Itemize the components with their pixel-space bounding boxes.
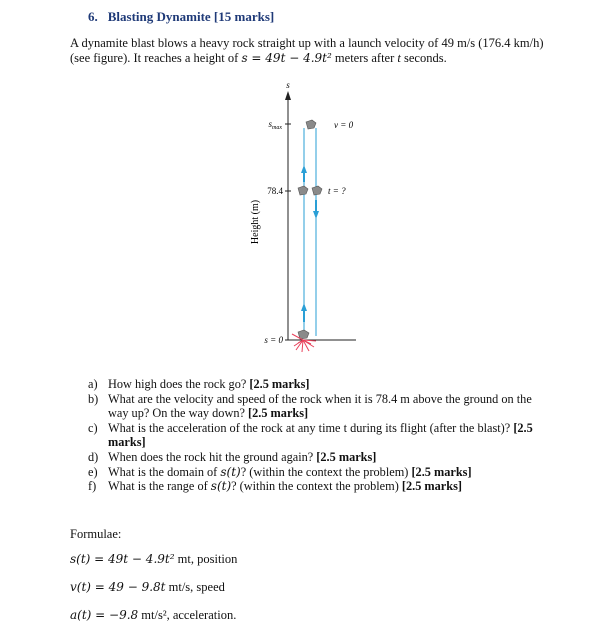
question-label: c) <box>88 420 98 435</box>
question-item <box>88 465 548 480</box>
question-text <box>108 450 548 465</box>
up-arrow-lower-icon <box>301 303 307 311</box>
question-c-marks-b: marks] <box>108 435 146 450</box>
question-d-marks: [2.5 marks] <box>316 449 377 464</box>
question-text <box>108 421 548 450</box>
formulae-title: Formulae: <box>70 527 122 541</box>
intro-text-a: (see figure). It reaches a height of <box>70 51 242 65</box>
rock-trajectory-figure <box>236 82 376 362</box>
question-f-pre: What is the range of <box>108 479 211 494</box>
height-784-label: 78.4 <box>267 186 283 196</box>
intro-text-c: seconds. <box>400 51 447 65</box>
problem-number: 6. <box>88 9 98 24</box>
question-item <box>88 479 548 494</box>
intro-line-1: A dynamite blast blows a heavy rock straight up with a launch velocity of 49 m/s (176.4 km/h) <box>70 36 544 50</box>
intro-line-2 <box>70 51 550 66</box>
question-label: d) <box>88 449 99 464</box>
smax-s: s <box>268 119 272 129</box>
question-label: f) <box>88 479 97 494</box>
down-arrow-icon <box>313 211 319 219</box>
question-label: e) <box>88 464 98 479</box>
formula-velocity-desc: mt/s, speed <box>165 580 225 594</box>
question-item <box>88 392 548 421</box>
formula-acceleration-eq: a(t) = −9.8 <box>70 608 139 622</box>
rock-up-icon <box>298 186 308 195</box>
question-f-post: ? (within the context the problem) <box>231 479 402 494</box>
question-a-marks: [2.5 marks] <box>249 377 310 391</box>
question-item <box>88 421 548 450</box>
rock-top-icon <box>306 120 316 129</box>
intro-text-b: meters after <box>331 51 398 65</box>
question-e-pre: What is the domain of <box>108 464 221 479</box>
formula-position <box>70 552 237 567</box>
question-label: b) <box>88 391 99 406</box>
smax-sub: max <box>272 125 282 131</box>
question-list <box>88 377 548 494</box>
question-e-fn: s(t) <box>220 464 241 479</box>
question-c-text: What is the acceleration of the rock at any time t during its flight (after the blast)? <box>108 420 514 435</box>
intro-equation: s = 49t − 4.9t² <box>241 51 332 65</box>
question-text <box>108 479 548 494</box>
question-f-fn: s(t) <box>210 479 232 494</box>
problem-heading <box>88 9 274 25</box>
question-d-text: When does the rock hit the ground again? <box>108 449 317 464</box>
question-text <box>108 465 548 480</box>
question-a-text: How high does the rock go? <box>108 377 250 391</box>
formula-acceleration-desc: mt/s², acceleration. <box>138 608 237 622</box>
formula-acceleration <box>70 608 236 623</box>
rock-down-icon <box>312 186 322 195</box>
question-b-text-1: What are the velocity and speed of the rock when it is 78.4 m above the ground on the <box>108 391 532 406</box>
height-axis-label: Height (m) <box>250 199 261 245</box>
formula-position-desc: mt, position <box>174 552 238 566</box>
time-unknown-label: t = ? <box>328 186 346 196</box>
velocity-zero-label: v = 0 <box>334 120 354 130</box>
question-e-post: ? (within the context the problem) <box>240 464 412 479</box>
question-f-marks: [2.5 marks] <box>401 479 462 494</box>
problem-title: Blasting Dynamite [15 marks] <box>107 9 275 24</box>
question-c-marks-a: [2.5 <box>513 420 533 435</box>
s-axis-label: s <box>286 82 290 90</box>
formula-velocity <box>70 580 225 595</box>
smax-label <box>268 119 282 131</box>
question-b-text-2: way up? On the way down? <box>108 406 249 421</box>
question-item <box>88 450 548 465</box>
question-e-marks: [2.5 marks] <box>411 464 472 479</box>
question-item <box>88 377 548 392</box>
question-b-marks: [2.5 marks] <box>248 406 309 421</box>
up-arrow-upper-icon <box>301 165 307 173</box>
axis-arrow-icon <box>285 91 291 100</box>
formula-position-eq: s(t) = 49t − 4.9t² <box>70 552 175 566</box>
question-label: a) <box>88 377 98 391</box>
s-zero-label: s = 0 <box>264 335 283 345</box>
problem-intro <box>70 36 550 66</box>
intro-t: t <box>397 51 401 65</box>
formula-velocity-eq: v(t) = 49 − 9.8t <box>70 580 166 594</box>
question-text <box>108 392 548 421</box>
question-text <box>108 377 548 392</box>
